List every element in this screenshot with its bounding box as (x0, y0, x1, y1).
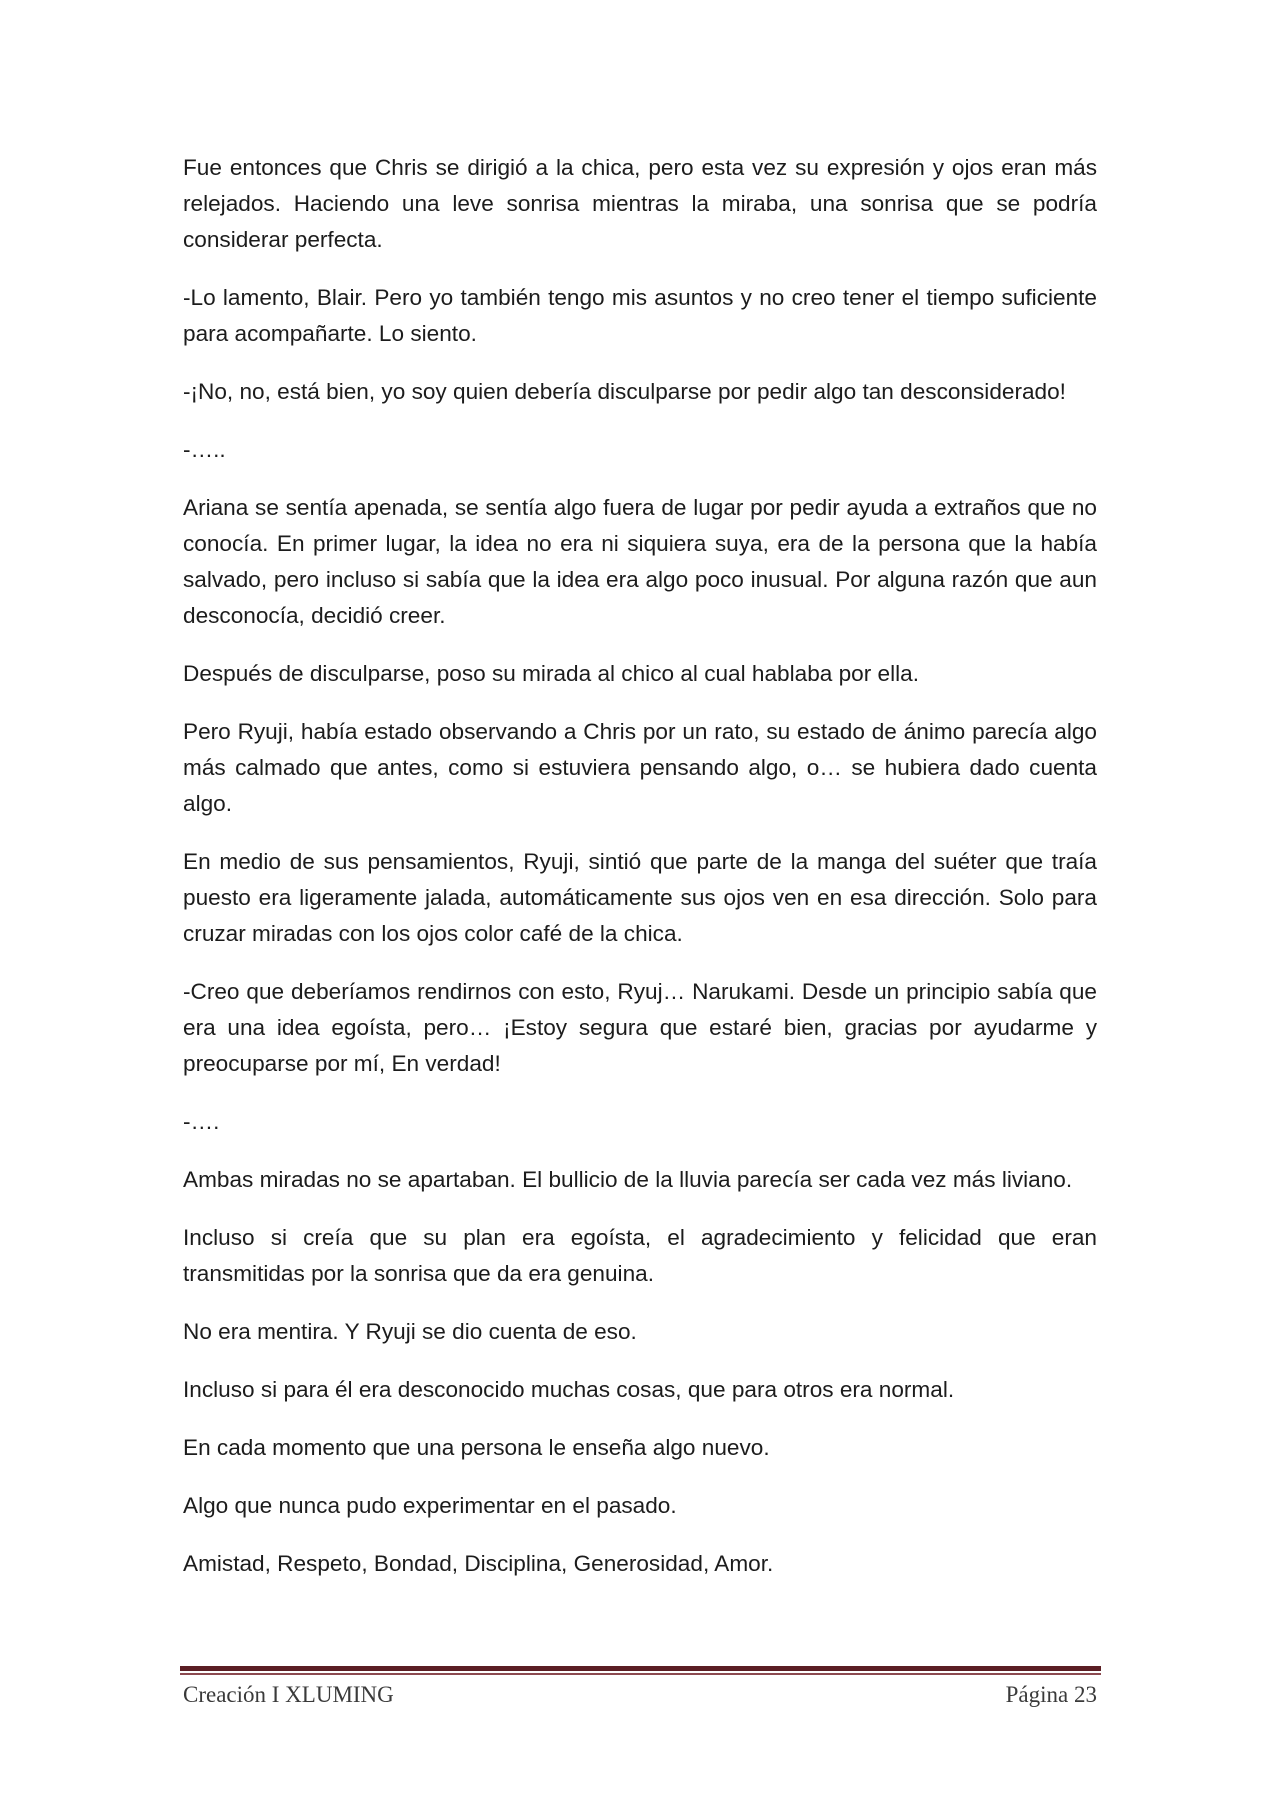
footer-credit: Creación I XLUMING (183, 1682, 394, 1707)
paragraph: Después de disculparse, poso su mirada al chico al cual hablaba por ella. (183, 661, 919, 686)
footer-divider (180, 1666, 1101, 1671)
paragraph: Fue entonces que Chris se dirigió a la chica, pero esta vez su expresión y ojos eran más relejados. Haciendo una leve sonrisa mientras la miraba, una sonrisa que se podría considerar perfecta. (183, 155, 1097, 252)
paragraph: Amistad, Respeto, Bondad, Disciplina, Generosidad, Amor. (183, 1551, 774, 1576)
paragraph: Incluso si para él era desconocido muchas cosas, que para otros era normal. (183, 1377, 955, 1402)
footer-divider-thin (180, 1673, 1101, 1675)
paragraph: No era mentira. Y Ryuji se dio cuenta de eso. (183, 1319, 637, 1344)
paragraph: Incluso si creía que su plan era egoísta, el agradecimiento y felicidad que eran transmitidas por la sonrisa que da era genuina. (183, 1225, 1097, 1286)
paragraph: Ambas miradas no se apartaban. El bullicio de la lluvia parecía ser cada vez más liviano. (183, 1167, 1073, 1192)
paragraph: Algo que nunca pudo experimentar en el pasado. (183, 1493, 677, 1518)
paragraph: En medio de sus pensamientos, Ryuji, sintió que parte de la manga del suéter que traía puesto era ligeramente jalada, automáticamente sus ojos ven en esa dirección. Solo para cruzar miradas con los ojos color café de la chica. (183, 849, 1097, 946)
paragraph: -….. (183, 437, 226, 462)
paragraph: -Creo que deberíamos rendirnos con esto, Ryuj… Narukami. Desde un principio sabía que era una idea egoísta, pero… ¡Estoy segura que estaré bien, gracias por ayudarme y preocuparse por mí, En verdad! (183, 979, 1097, 1076)
paragraph: Ariana se sentía apenada, se sentía algo fuera de lugar por pedir ayuda a extraños que no conocía. En primer lugar, la idea no era ni siquiera suya, era de la persona que la había salvado, pero incluso si sabía que la idea era algo poco inusual. Por alguna razón que aun desconocía, decidió creer. (183, 495, 1097, 628)
paragraph: Pero Ryuji, había estado observando a Chris por un rato, su estado de ánimo parecía algo más calmado que antes, como si estuviera pensando algo, o… se hubiera dado cuenta algo. (183, 719, 1097, 816)
paragraph: -Lo lamento, Blair. Pero yo también tengo mis asuntos y no creo tener el tiempo suficiente para acompañarte. Lo siento. (183, 285, 1097, 346)
page-number: Página 23 (1005, 1682, 1097, 1707)
paragraph: -¡No, no, está bien, yo soy quien debería disculparse por pedir algo tan desconsiderado! (183, 379, 1066, 404)
paragraph: En cada momento que una persona le enseña algo nuevo. (183, 1435, 770, 1460)
page-body (183, 150, 1097, 1604)
paragraph: -…. (183, 1109, 220, 1134)
